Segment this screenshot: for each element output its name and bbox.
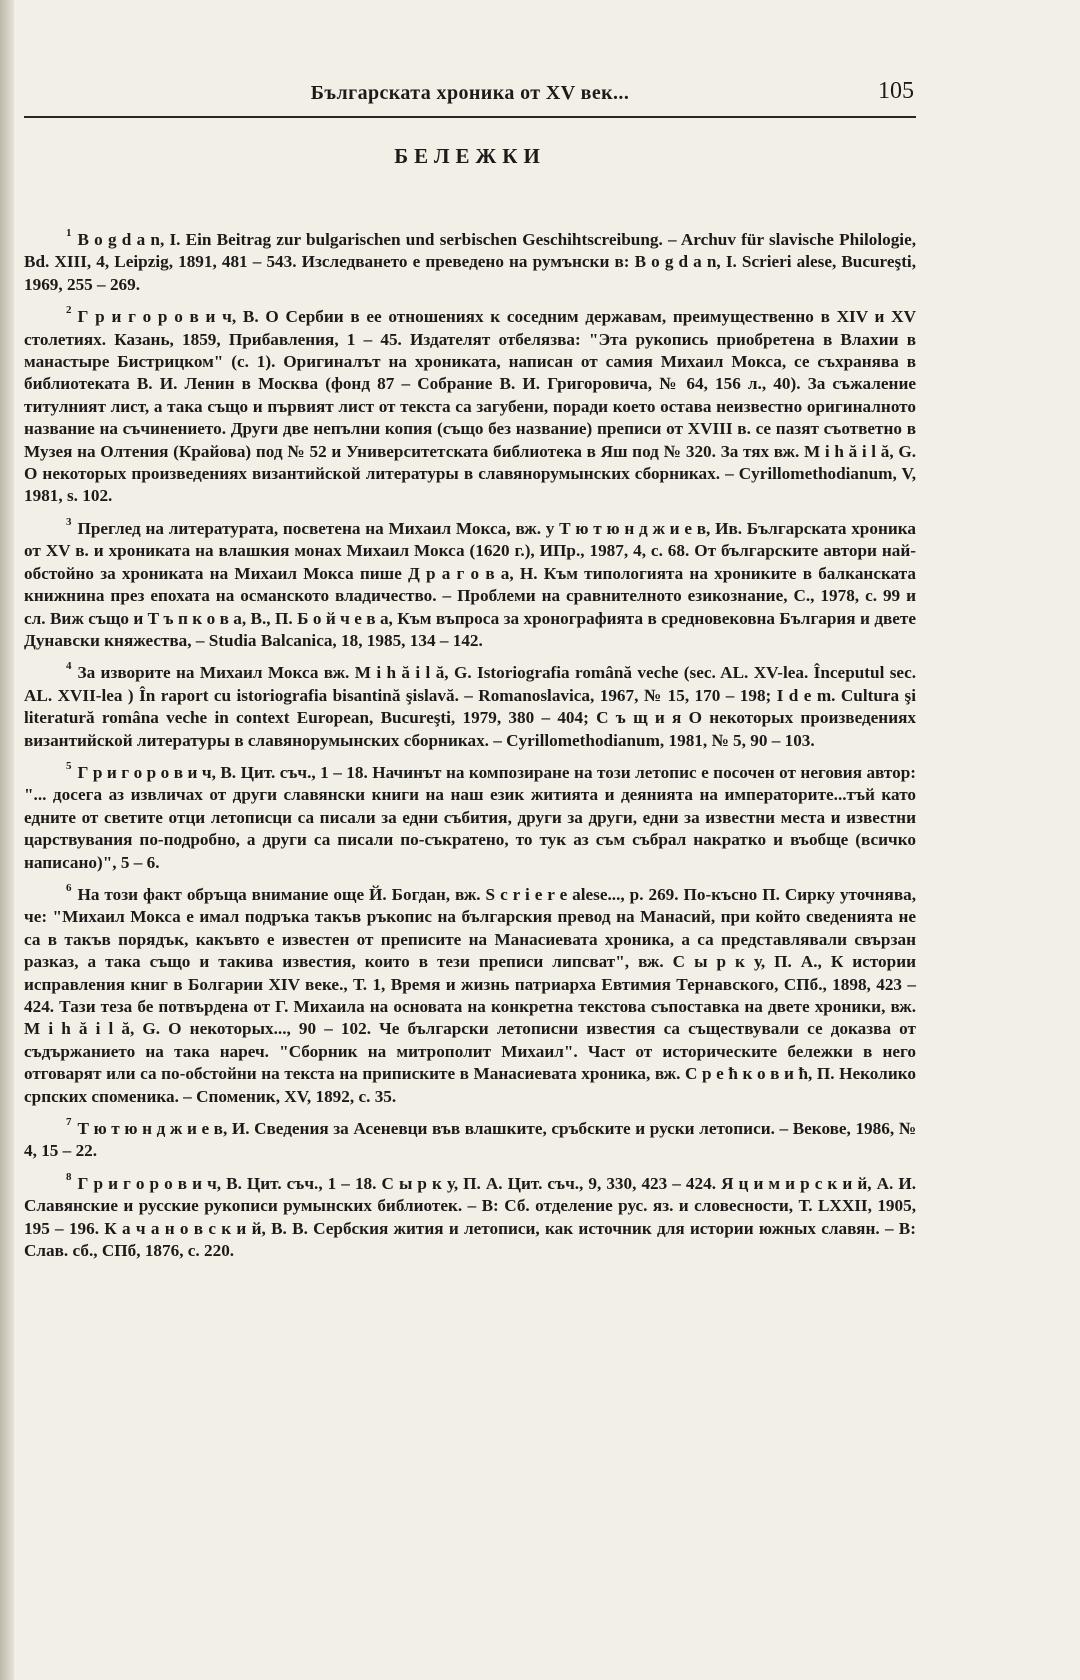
note-number: 6 — [66, 881, 72, 894]
note-text: На този факт обръща внимание още Й. Богдан, вж. S c r i e r e alese..., p. 269. По-късно П. Сирку уточнява, че: "Михаил Мокса е имал подръка такъв ръкопис на българския превод на Манасий, при който сведенията не са в такъв порядък, какъвто е известен от преписите на Манасиевата хроника, а са представлявали свързан разказ, а така също и такива известия, които в тези преписи липсват", вж. С ы р к у, П. А., К истории исправления книг в Болгарии XIV веке., Т. 1, Время и жизнь патриарха Евтимия Тернавского, СПб., 1898, 423 – 424. Тази теза бе потвърдена от Г. Михаила на основата на конкретна текстова съпоставка на двете хроники, вж. M i h ă i l ă, G. О некоторых..., 90 – 102. Че български летописни известия са съществували се доказва от съдържанието на така нареч. "Сборник на митрополит Михаил". Част от историческите бележки в него отговарят или са по-обстойни на текста на приписките в Манасиевата хроника, вж. С р е ћ к о в и ћ, П. Неколико српских споменика. – Споменик, XV, 1892, с. 35. — [24, 884, 916, 1106]
note-4 — [24, 655, 916, 752]
note-text: За изворите на Михаил Мокса вж. M i h ă i l ă, G. Istoriografia română veche (sec. AL. XV-lea. Începutul sec. AL. XVII-lea ) În raport cu istoriografia bisantină şislavă. – Romanoslavica, 1967, № 15, 170 – 198; I d e m. Cultura şi literatură româna veche in context European, Bucureşti, 1979, 380 – 404; С ъ щ и я О некоторых произведениях византийской литературы в славянорумынских сборниках. – Cyrillomethodianum, 1981, № 5, 90 – 103. — [24, 663, 916, 750]
note-text: B o g d a n, I. Ein Beitrag zur bulgarischen und serbischen Geschihtscreibung. – Archuv für slavische Philologie, Bd. XIII, 4, Leipzig, 1891, 481 – 543. Изследването е преведено на румънски в: B o g d a n, I. Scrieri alese, Bucureşti, 1969, 255 – 269. — [24, 230, 916, 294]
notes-list — [24, 222, 916, 1265]
page-edge — [0, 0, 14, 1680]
note-number: 4 — [66, 660, 72, 673]
note-number: 1 — [66, 227, 72, 239]
note-1 — [24, 222, 916, 296]
note-5 — [24, 755, 916, 874]
note-text: Г р и г о р о в и ч, В. Цит. съч., 1 – 18. С ы р к у, П. А. Цит. съч., 9, 330, 423 – 424. Я ц и м и р с к и й, А. И. Славянские и русские рукописи румынских библиотек. – В: Сб. отделение рус. яз. и словесности, Т. LXXII, 1905, 195 – 196. К а ч а н о в с к и й, В. В. Сербския жития и летописи, как источник для истории южных славян. – В: Слав. сб., СПб, 1876, с. 220. — [24, 1173, 916, 1261]
note-text: Т ю т ю н д ж и е в, И. Сведения за Асеневци във влашките, сръбските и руски летописи. – Векове, 1986, № 4, 15 – 22. — [24, 1119, 916, 1161]
running-title: Българската хроника от XV век... — [310, 82, 630, 104]
note-number: 3 — [66, 515, 72, 528]
note-8 — [24, 1166, 916, 1263]
note-2 — [24, 299, 916, 508]
note-number: 7 — [66, 1116, 72, 1129]
note-6 — [24, 877, 916, 1108]
note-number: 5 — [66, 759, 72, 772]
note-3 — [24, 511, 916, 652]
running-header — [24, 76, 916, 118]
section-title: БЕЛЕЖКИ — [394, 144, 546, 168]
note-text: Г р и г о р о в и ч, В. Цит. съч., 1 – 18. Начинът на композиране на този летопис е посочен от неговия автор: "... досега аз извличах от други славянски книги на наш език житията и деянията на императорите...тъй като едните от светите отци летописци са писали за едни събития, други за други, едни за известни места и известни царствувания по-подробно, а други са писали по-съкратено, то тук аз съм събрал накратко и въобще (всичко написано)", 5 – 6. — [24, 762, 916, 872]
page-number: 105 — [878, 78, 914, 104]
note-7 — [24, 1111, 916, 1163]
note-text: Г р и г о р о в и ч, В. О Сербии в ее отношениях к соседним державам, преимущественно в XIV и XV столетиях. Казань, 1859, Прибавления, 1 – 45. Издателят отбелязва: "Эта рукопись приобретена в Влахии в манастыре Бистрицком" (с. 1). Оригиналът на хрониката, написан от самия Михаил Мокса, се съхранява в библиотеката В. И. Ленин в Москва (фонд 87 – Собрание В. И. Григоровича, № 64, 156 л., 40). За съжаление титулният лист, а така също и първият лист от текста са загубени, поради което остава неизвестно оригиналното название на съчинението. Други две непълни копия (също без название) преписи от XVIII в. се пазят съответно в Музея на Олтения (Крайова) под № 52 и Университетската библиотека в Яш под № 320. За тях вж. M i h ă i l ă, G. О некоторых произведениях византийской литературы в славянорумынских сборниках. – Cyrillomethodianum, V, 1981, s. 102. — [24, 307, 916, 506]
note-number: 8 — [66, 1170, 72, 1183]
note-text: Преглед на литературата, посветена на Михаил Мокса, вж. у Т ю т ю н д ж и е в, Ив. Българската хроника от XV в. и хрониката на влашкия монах Михаил Мокса (1620 г.), ИПр., 1987, 4, с. 68. От българските автори най-обстойно за хрониката на Михаил Мокса пише Д р а г о в а, Н. Към типологията на хрониките в балканската книжнина през епохата на османското владичество. – Проблеми на сравнителното езикознание, С., 1978, с. 99 и сл. Виж също и Т ъ п к о в а, В., П. Б о й ч е в а, Към въпроса за хронографията в средновековна България и двете Дунавски княжества, – Studia Balcanica, 18, 1985, 134 – 142. — [24, 518, 916, 650]
note-number: 2 — [66, 304, 72, 317]
